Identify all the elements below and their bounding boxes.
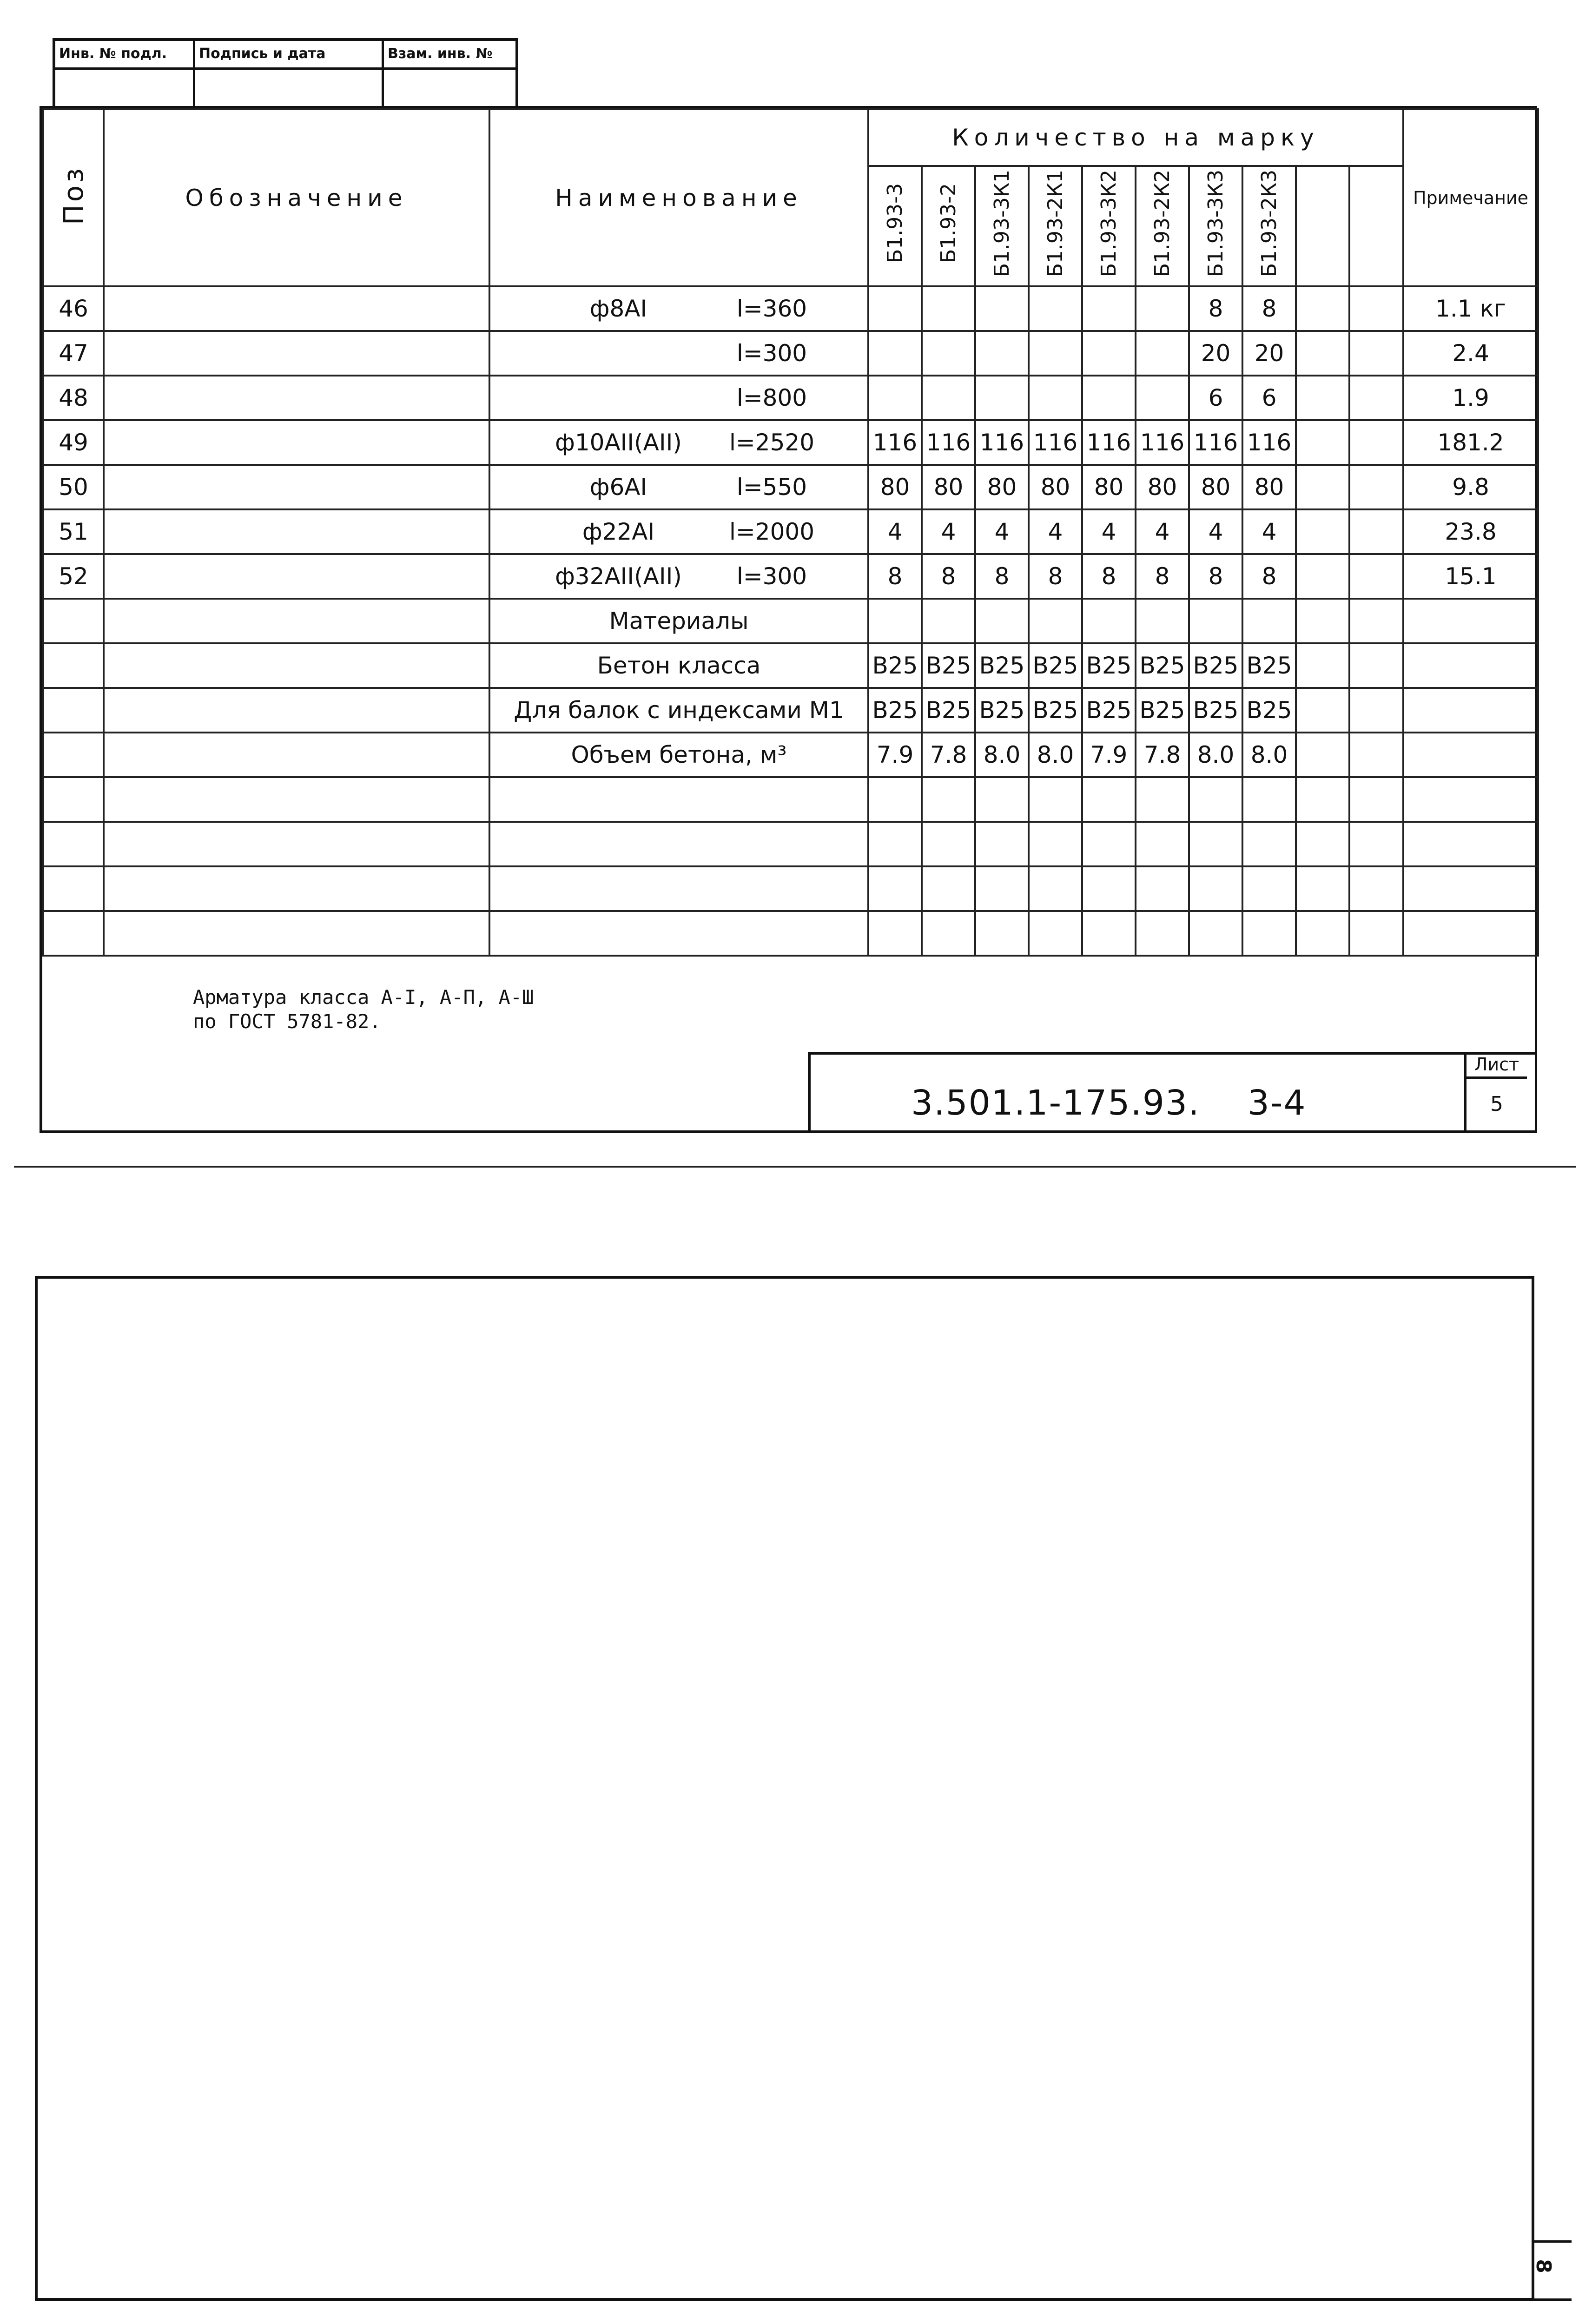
quantity-cell bbox=[1242, 822, 1296, 866]
name-cell bbox=[489, 376, 868, 420]
name-cell: Объем бетона, м³ bbox=[489, 733, 868, 777]
table-row bbox=[43, 376, 1538, 420]
quantity-cell: 6 bbox=[1242, 376, 1296, 420]
quantity-cell bbox=[1136, 777, 1189, 822]
mark-header: Б1.93-3К2 bbox=[1082, 166, 1136, 286]
table-cell bbox=[1349, 777, 1403, 822]
table-cell bbox=[1349, 733, 1403, 777]
table-cell bbox=[1349, 286, 1403, 331]
quantity-cell: 80 bbox=[1136, 465, 1189, 509]
quantity-cell bbox=[868, 866, 922, 911]
quantity-cell: 7.8 bbox=[922, 733, 975, 777]
table-cell bbox=[1296, 822, 1349, 866]
table-row bbox=[43, 331, 1538, 376]
table-row bbox=[43, 688, 1538, 733]
quantity-cell: 116 bbox=[975, 420, 1029, 465]
table-row bbox=[43, 777, 1538, 822]
quantity-cell: 7.9 bbox=[1082, 733, 1136, 777]
quantity-cell bbox=[868, 599, 922, 643]
quantity-cell: В25 bbox=[922, 688, 975, 733]
approval-stamp bbox=[53, 38, 518, 109]
quantity-cell bbox=[868, 777, 922, 822]
quantity-cell: 4 bbox=[1242, 509, 1296, 554]
name-cell: Для балок с индексами М1 bbox=[489, 688, 868, 733]
note-cell: 15.1 bbox=[1403, 554, 1538, 599]
stamp-replace-header: Взам. инв. № bbox=[384, 41, 515, 70]
quantity-cell: 4 bbox=[868, 509, 922, 554]
quantity-cell: 8 bbox=[922, 554, 975, 599]
quantity-cell bbox=[868, 286, 922, 331]
bar-length: l=300 bbox=[736, 563, 807, 590]
quantity-cell: 80 bbox=[1029, 465, 1082, 509]
quantity-cell: 8 bbox=[1189, 286, 1242, 331]
table-cell bbox=[1296, 376, 1349, 420]
steel-grade: ф8АI bbox=[589, 295, 647, 322]
quantity-cell: 8 bbox=[868, 554, 922, 599]
sheet-number: 5 bbox=[1464, 1079, 1527, 1131]
quantity-cell bbox=[975, 911, 1029, 956]
note-cell bbox=[1403, 911, 1538, 956]
quantity-cell bbox=[975, 866, 1029, 911]
stamp-sign-header: Подпись и дата bbox=[195, 41, 384, 70]
sheet-label: Лист bbox=[1464, 1053, 1527, 1079]
note-cell bbox=[1403, 777, 1538, 822]
quantity-cell bbox=[868, 911, 922, 956]
quantity-cell: 4 bbox=[922, 509, 975, 554]
quantity-cell: 80 bbox=[1189, 465, 1242, 509]
designation-cell bbox=[104, 331, 489, 376]
quantity-cell bbox=[922, 599, 975, 643]
table-row bbox=[43, 420, 1538, 465]
note-cell bbox=[1403, 822, 1538, 866]
name-cell bbox=[489, 286, 868, 331]
stamp-inv-cell bbox=[55, 70, 195, 106]
quantity-cell bbox=[1136, 286, 1189, 331]
quantity-cell: 7.8 bbox=[1136, 733, 1189, 777]
quantity-cell: В25 bbox=[922, 643, 975, 688]
pos-cell bbox=[43, 688, 104, 733]
quantity-cell bbox=[1029, 911, 1082, 956]
quantity-cell bbox=[1082, 822, 1136, 866]
col-note-header: Примечание bbox=[1403, 109, 1538, 286]
quantity-cell: 80 bbox=[1242, 465, 1296, 509]
quantity-cell: В25 bbox=[1029, 643, 1082, 688]
quantity-cell: 116 bbox=[1082, 420, 1136, 465]
col-name-header: Наименование bbox=[489, 109, 868, 286]
quantity-cell bbox=[922, 822, 975, 866]
quantity-cell bbox=[1242, 866, 1296, 911]
designation-cell bbox=[104, 599, 489, 643]
table-cell bbox=[1296, 420, 1349, 465]
table-cell bbox=[1296, 777, 1349, 822]
bar-length: l=300 bbox=[736, 340, 807, 367]
quantity-cell bbox=[1082, 777, 1136, 822]
quantity-cell: 116 bbox=[868, 420, 922, 465]
col-quantity-header: Количество на марку bbox=[868, 109, 1403, 166]
mark-header: Б1.93-2 bbox=[922, 166, 975, 286]
quantity-cell: В25 bbox=[1189, 688, 1242, 733]
designation-cell bbox=[104, 286, 489, 331]
note-cell bbox=[1403, 643, 1538, 688]
quantity-cell bbox=[1029, 777, 1082, 822]
quantity-cell bbox=[1136, 866, 1189, 911]
name-cell bbox=[489, 866, 868, 911]
name-cell: Материалы bbox=[489, 599, 868, 643]
table-row bbox=[43, 509, 1538, 554]
quantity-cell bbox=[1242, 777, 1296, 822]
table-row bbox=[43, 822, 1538, 866]
quantity-cell bbox=[1189, 911, 1242, 956]
quantity-cell bbox=[975, 777, 1029, 822]
quantity-cell: 8 bbox=[1242, 554, 1296, 599]
table-row bbox=[43, 911, 1538, 956]
quantity-cell: 116 bbox=[1136, 420, 1189, 465]
table-row bbox=[43, 465, 1538, 509]
steel-grade: ф10АII(АII) bbox=[555, 429, 682, 456]
name-cell bbox=[489, 777, 868, 822]
table-cell bbox=[1296, 599, 1349, 643]
quantity-cell bbox=[1189, 777, 1242, 822]
table-cell bbox=[1349, 822, 1403, 866]
quantity-cell bbox=[1189, 822, 1242, 866]
quantity-cell bbox=[1029, 866, 1082, 911]
mark-header bbox=[1349, 166, 1403, 286]
quantity-cell bbox=[1029, 822, 1082, 866]
table-cell bbox=[1349, 911, 1403, 956]
table-cell bbox=[1349, 509, 1403, 554]
quantity-cell: В25 bbox=[1242, 643, 1296, 688]
quantity-cell bbox=[1029, 376, 1082, 420]
name-cell bbox=[489, 331, 868, 376]
quantity-cell: 80 bbox=[975, 465, 1029, 509]
quantity-cell bbox=[1029, 331, 1082, 376]
name-cell bbox=[489, 554, 868, 599]
table-cell bbox=[1349, 465, 1403, 509]
quantity-cell bbox=[922, 331, 975, 376]
quantity-cell: В25 bbox=[975, 643, 1029, 688]
pos-cell bbox=[43, 866, 104, 911]
quantity-cell: 8.0 bbox=[975, 733, 1029, 777]
quantity-cell bbox=[1029, 599, 1082, 643]
table-cell bbox=[1296, 688, 1349, 733]
pos-cell bbox=[43, 733, 104, 777]
quantity-cell bbox=[975, 286, 1029, 331]
bar-length: l=550 bbox=[736, 474, 807, 501]
quantity-cell: 8 bbox=[1136, 554, 1189, 599]
table-row bbox=[43, 554, 1538, 599]
quantity-cell: В25 bbox=[1189, 643, 1242, 688]
quantity-cell: В25 bbox=[1082, 643, 1136, 688]
designation-cell bbox=[104, 554, 489, 599]
quantity-cell: В25 bbox=[1029, 688, 1082, 733]
designation-cell bbox=[104, 822, 489, 866]
quantity-cell: 8 bbox=[1082, 554, 1136, 599]
quantity-cell: 8.0 bbox=[1189, 733, 1242, 777]
quantity-cell bbox=[1189, 866, 1242, 911]
table-cell bbox=[1349, 866, 1403, 911]
quantity-cell: В25 bbox=[1082, 688, 1136, 733]
mark-header: Б1.93-2К3 bbox=[1242, 166, 1296, 286]
designation-cell bbox=[104, 688, 489, 733]
quantity-cell: В25 bbox=[1136, 688, 1189, 733]
table-cell bbox=[1349, 420, 1403, 465]
quantity-cell bbox=[922, 286, 975, 331]
pos-cell: 51 bbox=[43, 509, 104, 554]
quantity-cell bbox=[975, 822, 1029, 866]
table-cell bbox=[1349, 376, 1403, 420]
mark-header: Б1.93-3К1 bbox=[975, 166, 1029, 286]
table-cell bbox=[1296, 733, 1349, 777]
quantity-cell bbox=[975, 599, 1029, 643]
pos-cell: 48 bbox=[43, 376, 104, 420]
pos-cell bbox=[43, 777, 104, 822]
quantity-cell: 8 bbox=[1242, 286, 1296, 331]
quantity-cell: 116 bbox=[1189, 420, 1242, 465]
quantity-cell: 4 bbox=[1189, 509, 1242, 554]
quantity-cell: 4 bbox=[975, 509, 1029, 554]
mark-header: Б1.93-2К1 bbox=[1029, 166, 1082, 286]
note-cell: 181.2 bbox=[1403, 420, 1538, 465]
mark-header: Б1.93-3К3 bbox=[1189, 166, 1242, 286]
quantity-cell: 80 bbox=[922, 465, 975, 509]
blank-sheet-frame bbox=[35, 1276, 1534, 2301]
designation-cell bbox=[104, 376, 489, 420]
table-cell bbox=[1296, 509, 1349, 554]
steel-grade: ф32АII(АII) bbox=[555, 563, 682, 590]
quantity-cell: 20 bbox=[1189, 331, 1242, 376]
quantity-cell: 8.0 bbox=[1242, 733, 1296, 777]
quantity-cell: 4 bbox=[1029, 509, 1082, 554]
quantity-cell: 8 bbox=[1189, 554, 1242, 599]
table-row bbox=[43, 286, 1538, 331]
quantity-cell: 116 bbox=[922, 420, 975, 465]
table-cell bbox=[1296, 554, 1349, 599]
pos-cell: 50 bbox=[43, 465, 104, 509]
quantity-cell bbox=[922, 911, 975, 956]
quantity-cell: 8 bbox=[975, 554, 1029, 599]
quantity-cell bbox=[922, 777, 975, 822]
stamp-inv-header: Инв. № подл. bbox=[55, 41, 195, 70]
table-cell bbox=[1296, 643, 1349, 688]
pos-cell: 46 bbox=[43, 286, 104, 331]
pos-cell bbox=[43, 822, 104, 866]
table-cell bbox=[1296, 911, 1349, 956]
quantity-cell bbox=[1082, 911, 1136, 956]
quantity-cell: 7.9 bbox=[868, 733, 922, 777]
quantity-cell bbox=[868, 376, 922, 420]
quantity-cell bbox=[1029, 286, 1082, 331]
designation-cell bbox=[104, 866, 489, 911]
table-row bbox=[43, 733, 1538, 777]
quantity-cell bbox=[922, 866, 975, 911]
quantity-cell: 6 bbox=[1189, 376, 1242, 420]
bar-length: l=2000 bbox=[729, 518, 815, 545]
bar-length: l=800 bbox=[736, 384, 807, 411]
pos-cell: 52 bbox=[43, 554, 104, 599]
quantity-cell: 4 bbox=[1082, 509, 1136, 554]
quantity-cell bbox=[1136, 822, 1189, 866]
name-cell bbox=[489, 509, 868, 554]
designation-cell bbox=[104, 733, 489, 777]
quantity-cell: 116 bbox=[1242, 420, 1296, 465]
note-cell bbox=[1403, 599, 1538, 643]
name-cell bbox=[489, 465, 868, 509]
mark-header: Б1.93-2К2 bbox=[1136, 166, 1189, 286]
quantity-cell: 4 bbox=[1136, 509, 1189, 554]
mark-header: Б1.93-3 bbox=[868, 166, 922, 286]
name-cell bbox=[489, 420, 868, 465]
bar-length: l=2520 bbox=[729, 429, 815, 456]
page-separator bbox=[14, 1166, 1576, 1168]
pos-cell bbox=[43, 599, 104, 643]
mark-header bbox=[1296, 166, 1349, 286]
note-cell: 9.8 bbox=[1403, 465, 1538, 509]
name-cell: Бетон класса bbox=[489, 643, 868, 688]
note-cell: 23.8 bbox=[1403, 509, 1538, 554]
pos-cell: 49 bbox=[43, 420, 104, 465]
quantity-cell bbox=[1242, 911, 1296, 956]
designation-cell bbox=[104, 911, 489, 956]
quantity-cell: В25 bbox=[868, 643, 922, 688]
note-cell bbox=[1403, 688, 1538, 733]
steel-grade: ф22АI bbox=[582, 518, 655, 545]
quantity-cell: 80 bbox=[868, 465, 922, 509]
designation-cell bbox=[104, 777, 489, 822]
table-row bbox=[43, 866, 1538, 911]
col-pos-header: Поз bbox=[43, 109, 104, 286]
quantity-cell bbox=[975, 331, 1029, 376]
quantity-cell bbox=[1136, 376, 1189, 420]
table-cell bbox=[1296, 331, 1349, 376]
stamp-sign-cell bbox=[195, 70, 384, 106]
quantity-cell bbox=[868, 822, 922, 866]
note-cell bbox=[1403, 866, 1538, 911]
table-cell bbox=[1296, 286, 1349, 331]
table-row bbox=[43, 643, 1538, 688]
quantity-cell: 20 bbox=[1242, 331, 1296, 376]
col-designation-header: Обозначение bbox=[104, 109, 489, 286]
designation-cell bbox=[104, 465, 489, 509]
specification-table bbox=[42, 108, 1539, 957]
quantity-cell: 8 bbox=[1029, 554, 1082, 599]
table-cell bbox=[1296, 465, 1349, 509]
table-cell bbox=[1296, 866, 1349, 911]
name-cell bbox=[489, 822, 868, 866]
pos-cell bbox=[43, 643, 104, 688]
pos-cell: 47 bbox=[43, 331, 104, 376]
quantity-cell bbox=[868, 331, 922, 376]
table-cell bbox=[1349, 599, 1403, 643]
side-page-mark: 8 bbox=[1531, 2259, 1555, 2273]
table-cell bbox=[1349, 331, 1403, 376]
quantity-cell: В25 bbox=[1136, 643, 1189, 688]
quantity-cell bbox=[922, 376, 975, 420]
steel-grade: ф6АI bbox=[589, 474, 647, 501]
quantity-cell bbox=[1242, 599, 1296, 643]
note-cell bbox=[1403, 733, 1538, 777]
bar-length: l=360 bbox=[736, 295, 807, 322]
table-cell bbox=[1349, 688, 1403, 733]
quantity-cell bbox=[1082, 376, 1136, 420]
table-cell bbox=[1349, 554, 1403, 599]
quantity-cell: 116 bbox=[1029, 420, 1082, 465]
quantity-cell bbox=[1136, 599, 1189, 643]
quantity-cell bbox=[1082, 286, 1136, 331]
quantity-cell bbox=[1082, 866, 1136, 911]
note-cell: 1.9 bbox=[1403, 376, 1538, 420]
stamp-replace-cell bbox=[384, 70, 515, 106]
quantity-cell bbox=[1136, 911, 1189, 956]
table-cell bbox=[1349, 643, 1403, 688]
quantity-cell bbox=[1082, 331, 1136, 376]
quantity-cell bbox=[975, 376, 1029, 420]
note-cell: 1.1 кг bbox=[1403, 286, 1538, 331]
reinforcement-note: Арматура класса А-I, А-П, А-Ш по ГОСТ 5781-82. bbox=[193, 986, 534, 1033]
quantity-cell: 8.0 bbox=[1029, 733, 1082, 777]
document-code: 3.501.1-175.93. 3-4 bbox=[911, 1083, 1307, 1123]
quantity-cell bbox=[1189, 599, 1242, 643]
pos-cell bbox=[43, 911, 104, 956]
name-cell bbox=[489, 911, 868, 956]
quantity-cell: В25 bbox=[868, 688, 922, 733]
table-row bbox=[43, 599, 1538, 643]
designation-cell bbox=[104, 509, 489, 554]
quantity-cell: 80 bbox=[1082, 465, 1136, 509]
note-cell: 2.4 bbox=[1403, 331, 1538, 376]
quantity-cell: В25 bbox=[1242, 688, 1296, 733]
quantity-cell: В25 bbox=[975, 688, 1029, 733]
quantity-cell bbox=[1082, 599, 1136, 643]
designation-cell bbox=[104, 420, 489, 465]
quantity-cell bbox=[1136, 331, 1189, 376]
designation-cell bbox=[104, 643, 489, 688]
